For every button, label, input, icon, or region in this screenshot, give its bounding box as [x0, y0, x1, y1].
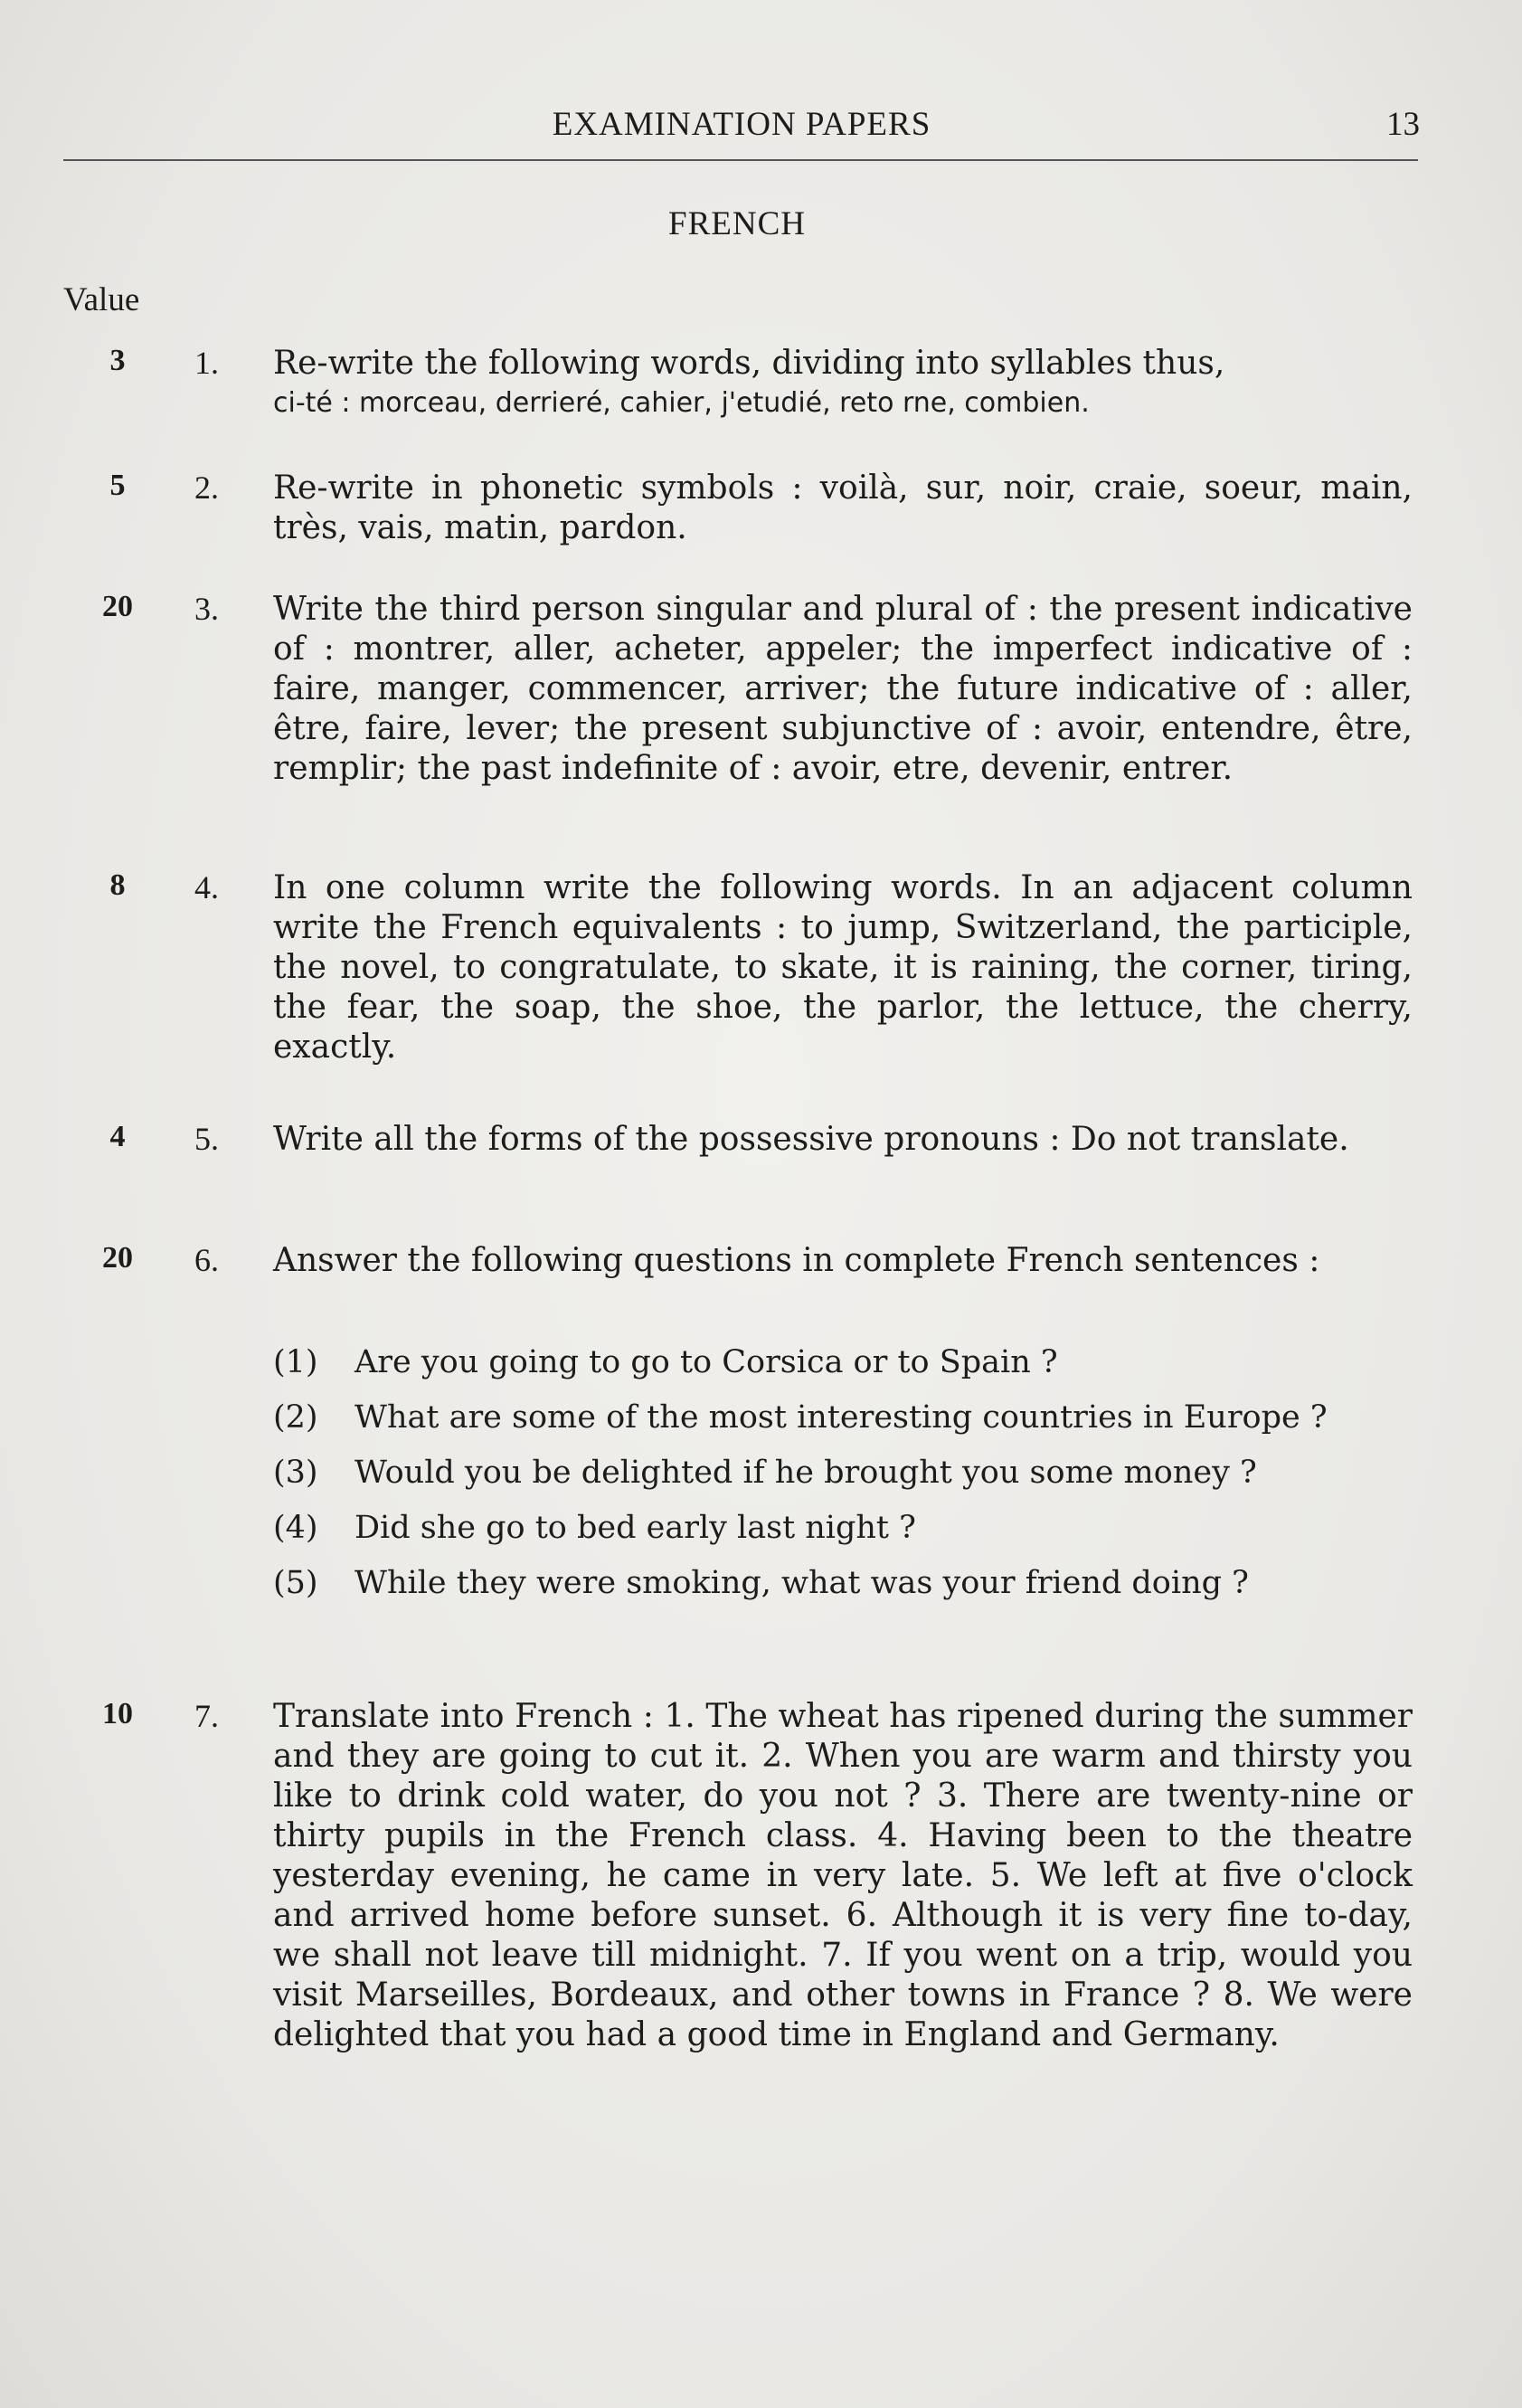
- sub-question: [273, 1508, 1413, 1548]
- page-number: 13: [1386, 106, 1420, 143]
- question-text: Re-write in phonetic symbols : voilà, sur, noir, craie, soeur, main, très, vais, matin, pardon.: [273, 469, 1413, 546]
- sub-question-text: Would you be delighted if he brought you some money ?: [355, 1455, 1257, 1491]
- sub-question-label: (4): [273, 1510, 318, 1546]
- question-number: 2.: [194, 469, 219, 506]
- sub-question-list: [273, 1342, 1413, 1618]
- question-text: Write the third person singular and plural of : the present indicative of : montrer, aller, acheter, appeler; the imperfect indicative of : faire, manger, commencer, arriver; the future indicative of : aller, être, faire, lever; the present subjunctive of : avoir, entendre, être, remplir; the past indefinite of : avoir, etre, devenir, entrer.: [273, 591, 1413, 787]
- sub-question: [273, 1398, 1413, 1437]
- question-text: In one column write the following words. In an adjacent column write the French equivalents : to jump, Switzerland, the participle, the novel, to congratulate, to skate, it is raining, the corner, tiring, the fear, the soap, the shoe, the parlor, the lettuce, the cherry, exactly.: [273, 869, 1413, 1066]
- question-text-line: Re-write the following words, dividing into syllables thus,: [273, 345, 1225, 382]
- question-value: 20: [102, 590, 133, 623]
- question-value: 5: [109, 469, 126, 502]
- sub-question: [273, 1453, 1413, 1493]
- question-number: 1.: [194, 345, 219, 381]
- subject-title: FRENCH: [668, 205, 806, 242]
- question-text: Write all the forms of the possessive pronouns : Do not translate.: [273, 1121, 1349, 1158]
- value-column-label: Value: [63, 281, 140, 318]
- question-text: [273, 344, 1413, 423]
- question-number: 3.: [194, 591, 219, 627]
- sub-question-label: (5): [273, 1565, 318, 1601]
- question-number: 5.: [194, 1121, 219, 1157]
- question-value: 3: [109, 344, 126, 377]
- question-value: 8: [109, 868, 126, 902]
- sub-question-text: What are some of the most interesting countries in Europe ?: [355, 1399, 1328, 1436]
- sub-question-text: Are you going to go to Corsica or to Spain ?: [355, 1344, 1058, 1380]
- sub-question-label: (3): [273, 1455, 318, 1491]
- question-number: 7.: [194, 1698, 219, 1734]
- question-value: 10: [102, 1697, 133, 1730]
- question-text: Answer the following questions in complete French sentences :: [273, 1242, 1320, 1279]
- question-number: 4.: [194, 869, 219, 905]
- question-text-line: ci-té : morceau, derrieré, cahier, j'etudié, reto rne, combien.: [273, 387, 1090, 419]
- sub-question-label: (1): [273, 1344, 318, 1380]
- header-rule: [63, 159, 1418, 161]
- sub-question: [273, 1342, 1413, 1382]
- question-value: 4: [109, 1120, 126, 1153]
- running-head: [63, 105, 1420, 159]
- sub-question-label: (2): [273, 1399, 318, 1436]
- question-text: Translate into French : 1. The wheat has ripened during the summer and they are going to cut it. 2. When you are warm and thirsty you like to drink cold water, do you not ? 3. There are twenty-nine or thirty pupils in the French class. 4. Having been to the theatre yesterday evening, he came in very late. 5. We left at five o'clock and arrived home before sunset. 6. Although it is very fine to-day, we shall not leave till midnight. 7. If you went on a trip, would you visit Marseilles, Bordeaux, and other towns in France ? 8. We were delighted that you had a good time in England and Germany.: [273, 1698, 1413, 2053]
- sub-question-text: While they were smoking, what was your friend doing ?: [355, 1565, 1249, 1601]
- sub-question: [273, 1563, 1413, 1603]
- sub-question-text: Did she go to bed early last night ?: [355, 1510, 916, 1546]
- question-number: 6.: [194, 1242, 219, 1278]
- question-value: 20: [102, 1241, 133, 1275]
- running-title: EXAMINATION PAPERS: [552, 106, 931, 143]
